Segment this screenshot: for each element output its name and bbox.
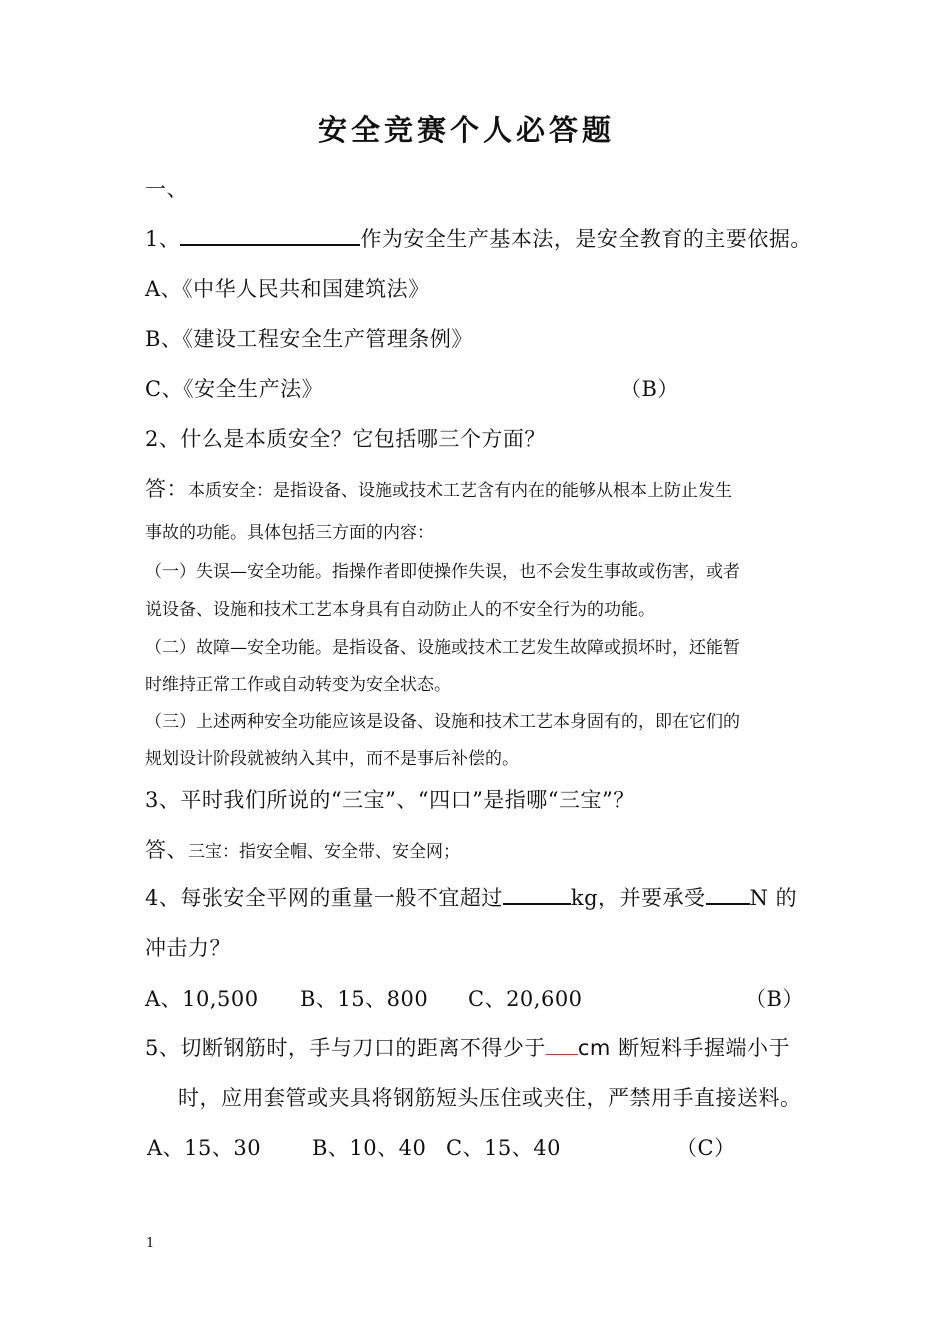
question-4-option-a: A、10,500	[145, 987, 259, 1011]
question-4-blank-1	[503, 882, 571, 905]
question-1-text: 作为安全生产基本法，是安全教育的主要依据。	[360, 227, 812, 251]
question-5-blank	[546, 1033, 578, 1055]
question-5-text-1: 5、切断钢筋时，手与刀口的距离不得少于	[145, 1036, 546, 1060]
question-2-point-3-line-1: （三）上述两种安全功能应该是设备、设施和技术工艺本身固有的，即在它们的	[145, 712, 740, 732]
question-5-answer: （C）	[676, 1136, 736, 1160]
question-5-unit: cm	[577, 1036, 611, 1060]
question-1-option-a: A、《中华人民共和国建筑法》	[145, 277, 430, 301]
question-1-option-c: C、《安全生产法》	[145, 377, 324, 401]
question-5-option-c: C、15、40	[446, 1136, 562, 1160]
document-title: 安全竞赛个人必答题	[318, 113, 616, 147]
question-3-answer	[145, 834, 460, 864]
question-3-answer-label: 答、	[145, 838, 188, 862]
question-4-answer: （B）	[745, 987, 804, 1011]
question-2-point-3-line-2: 规划设计阶段就被纳入其中，而不是事后补偿的。	[145, 749, 519, 769]
question-3-answer-text: 三宝：指安全帽、安全带、安全网；	[188, 842, 460, 862]
question-4-option-b: B、15、800	[300, 987, 429, 1011]
question-1	[145, 223, 812, 253]
question-2-point-1-line-1: （一）失误—安全功能。指操作者即使操作失误，也不会发生事故或伤害，或者	[145, 562, 740, 582]
question-1-number: 1、	[145, 227, 181, 251]
question-3: 3、平时我们所说的“三宝”、“四口”是指哪“三宝”？	[145, 788, 635, 812]
question-4-option-c: C、20,600	[468, 987, 583, 1011]
question-5-option-a: A、15、30	[147, 1136, 262, 1160]
section-number: 一、	[145, 177, 188, 201]
question-5	[145, 1032, 790, 1062]
question-5-text-2: 断短料手握端小于	[618, 1036, 791, 1060]
question-2-point-2-line-1: （二）故障—安全功能。是指设备、设施或技术工艺发生故障或损坏时，还能暂	[145, 638, 740, 658]
question-2-answer-text: 本质安全：是指设备、设施或技术工艺含有内在的能够从根本上防止发生	[188, 481, 732, 501]
question-5-option-b: B、10、40	[312, 1136, 427, 1160]
question-4-text-3: N 的	[749, 886, 798, 910]
question-5-line-2: 时，应用套管或夹具将钢筋短头压住或夹住，严禁用手直接送料。	[178, 1086, 802, 1110]
question-2-answer-line-1	[145, 473, 732, 503]
question-4-line-2: 冲击力？	[145, 936, 231, 960]
question-4-text-2: kg，并要承受	[570, 886, 706, 910]
question-2-point-1-line-2: 说设备、设施和技术工艺本身具有自动防止人的不安全行为的功能。	[145, 600, 655, 620]
page-number: 1	[146, 1236, 155, 1251]
question-2: 2、什么是本质安全？它包括哪三个方面？	[145, 427, 546, 451]
question-4	[145, 882, 797, 912]
question-2-answer-label: 答：	[145, 477, 188, 501]
question-4-blank-2	[706, 882, 750, 905]
question-2-answer-line-2: 事故的功能。具体包括三方面的内容：	[145, 523, 434, 543]
question-1-answer: （B）	[620, 377, 679, 401]
question-4-text-1: 4、每张安全平网的重量一般不宜超过	[145, 886, 503, 910]
question-1-option-b: B、《建设工程安全生产管理条例》	[145, 327, 473, 351]
question-1-blank	[180, 223, 360, 246]
question-2-point-2-line-2: 时维持正常工作或自动转变为安全状态。	[145, 675, 451, 695]
